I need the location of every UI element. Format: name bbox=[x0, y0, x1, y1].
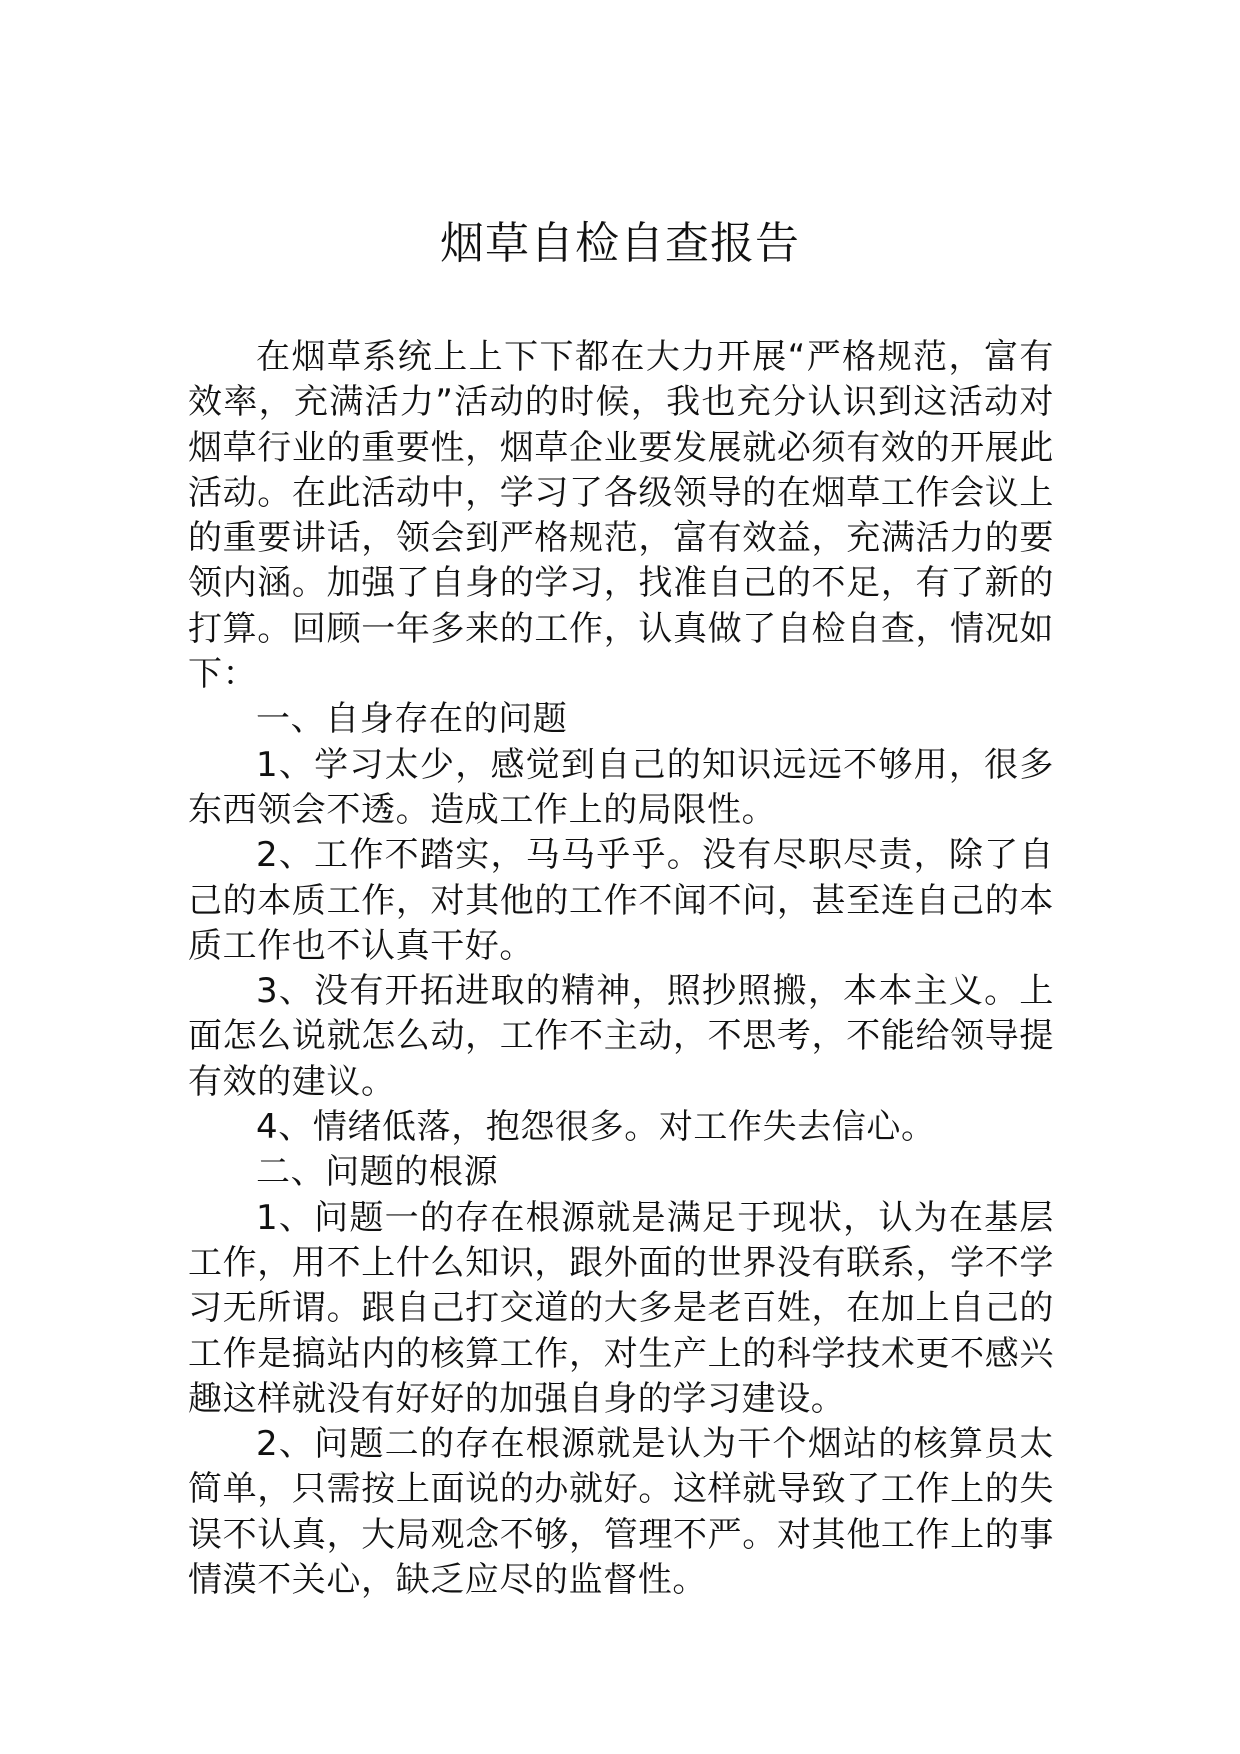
document-body bbox=[188, 335, 1054, 1603]
problem-item-4: 4、情绪低落，抱怨很多。对工作失去信心。 bbox=[256, 1107, 936, 1148]
intro-paragraph: 在烟草系统上上下下都在大力开展“严格规范，富有效率，充满活力”活动的时候，我也充分认识到这活动对烟草行业的重要性，烟草企业要发展就必须有效的开展此活动。在此活动中，学习了各级领导的在烟草工作会议上的重要讲话，领会到严格规范，富有效益，充满活力的要领内涵。加强了自身的学习，找准自己的不足，有了新的打算。回顾一年多来的工作，认真做了自检自查，情况如下： bbox=[188, 337, 1054, 695]
root-cause-item-1: 1、问题一的存在根源就是满足于现状，认为在基层工作，用不上什么知识，跟外面的世界没有联系，学不学习无所谓。跟自己打交道的大多是老百姓，在加上自己的工作是搞站内的核算工作，对生产上的科学技术更不感兴趣这样就没有好好的加强自身的学习建设。 bbox=[188, 1197, 1054, 1419]
problem-item-1: 1、学习太少，感觉到自己的知识远远不够用，很多东西领会不透。造成工作上的局限性。 bbox=[188, 744, 1054, 830]
document-title: 烟草自检自查报告 bbox=[440, 218, 800, 269]
problem-item-3: 3、没有开拓进取的精神，照抄照搬，本本主义。上面怎么说就怎么动，工作不主动，不思考，不能给领导提有效的建议。 bbox=[188, 971, 1054, 1102]
section-heading-root-causes: 二、问题的根源 bbox=[256, 1152, 499, 1193]
section-heading-problems: 一、自身存在的问题 bbox=[256, 699, 568, 740]
problem-item-2: 2、工作不踏实，马马乎乎。没有尽职尽责，除了自己的本质工作，对其他的工作不闻不问，甚至连自己的本质工作也不认真干好。 bbox=[188, 835, 1054, 966]
root-cause-item-2: 2、问题二的存在根源就是认为干个烟站的核算员太简单，只需按上面说的办就好。这样就导致了工作上的失误不认真，大局观念不够，管理不严。对其他工作上的事情漠不关心，缺乏应尽的监督性。 bbox=[188, 1424, 1054, 1601]
